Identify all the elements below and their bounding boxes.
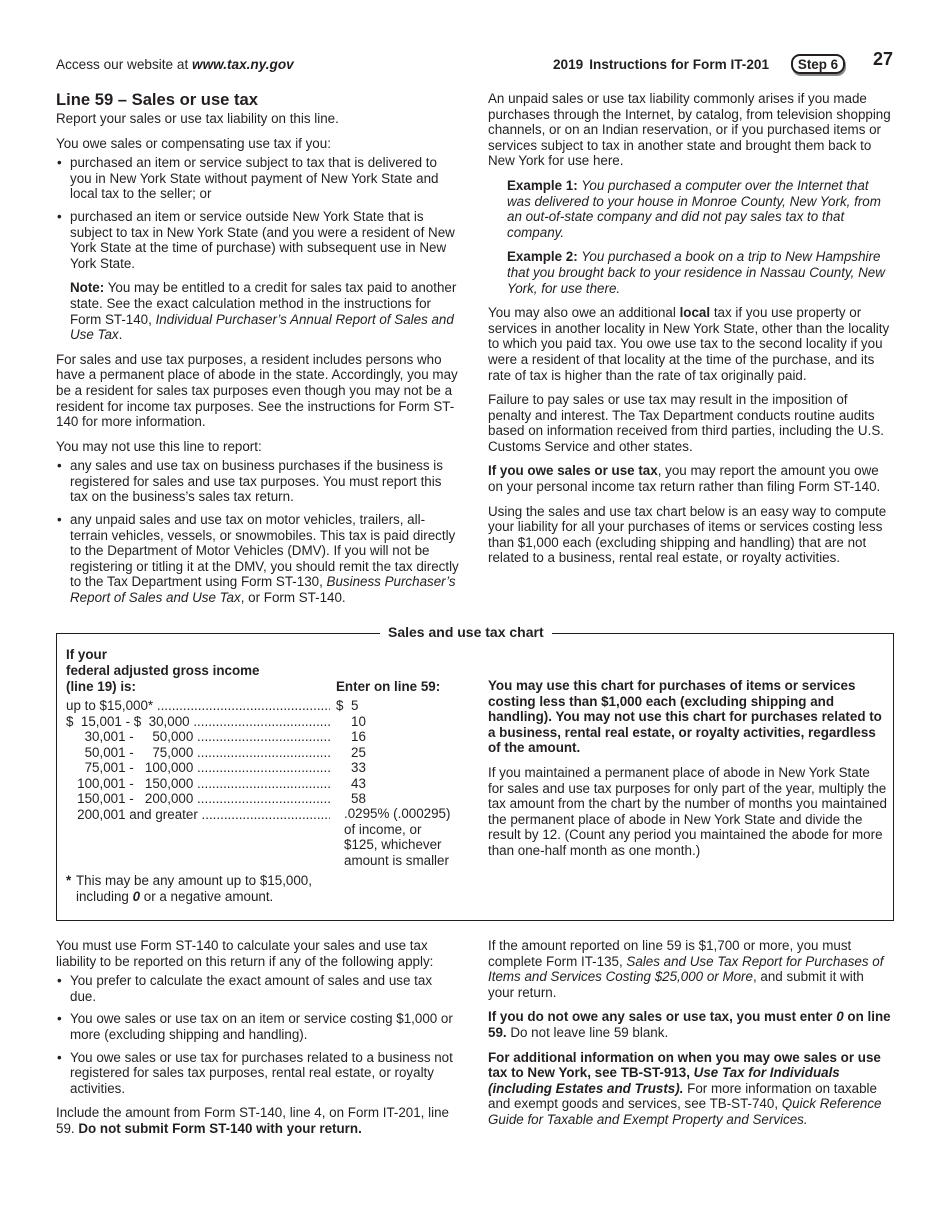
- list-item: • purchased an item or service subject to tax that is delivered to you in New York State without payment of New York State and local tax to the seller; or: [56, 155, 461, 202]
- example-1: Example 1: You purchased a computer over the Internet that was delivered to your house in Monroe County, New York, from an out-of-state company and did not pay sales tax to that company.: [507, 177, 881, 240]
- list-item: • You prefer to calculate the exact amount of sales and use tax due.: [56, 973, 461, 1004]
- step-badge: Step 6: [791, 54, 845, 74]
- chart-title: Sales and use tax chart: [380, 625, 552, 641]
- paragraph: You may not use this line to report:: [56, 438, 262, 454]
- list-item: • You owe sales or use tax for purchases related to a business not registered for sales tax purposes, rental real estate, or royalty activities.: [56, 1050, 461, 1097]
- right-column: [488, 91, 893, 575]
- paragraph: You must use Form ST-140 to calculate your sales and use tax liability to be reported on this return if any of the following apply:: [56, 938, 434, 969]
- table-row: 30,001 - 50,000 ..... 16: [66, 729, 466, 745]
- paragraph: Failure to pay sales or use tax may result in the imposition of penalty and interest. The Tax Department conducts routine audits based on information received from third parties, including the U.S. Customs Service and other states.: [488, 392, 884, 454]
- chart-note: If you maintained a permanent place of abode in New York State for sales and use tax purposes for only part of the year, multiply the tax amount from the chart by the number of months you maintained the permanent place of abode in New York State and divide the result by 12. (Count any period you maintained the abode for more than one-half month as one month.): [488, 764, 887, 858]
- bottom-left-column: [56, 938, 461, 1146]
- chart-amount-header: Enter on line 59:: [336, 679, 441, 694]
- chart-note-bold: You may use this chart for purchases of items or services costing less than $1,000 each (excluding shipping and handling). You may not use this chart for purchases related to a business, rental real estate, or royalty activities, regardless of the amount.: [488, 678, 882, 756]
- table-row: 100,001 - 150,000 ..... 43: [66, 776, 466, 792]
- chart-instructions: [488, 678, 888, 868]
- section-title: Line 59 – Sales or use tax: [56, 90, 258, 109]
- example-2: Example 2: You purchased a book on a trip to New Hampshire that you brought back to your residence in Nassau County, New York, for use there.: [507, 249, 885, 296]
- chart-income-header: If your federal adjusted gross income (line 19) is:: [66, 647, 260, 694]
- table-row: $ 15,001 - $ 30,000 ..... 10: [66, 714, 466, 730]
- left-column: [56, 90, 461, 615]
- list-item: • any sales and use tax on business purchases if the business is registered for sales and use tax purposes. You must report this tax on the business’s sales tax return.: [56, 458, 461, 505]
- note: Note: You may be entitled to a credit for sales tax paid to another state. See the exact calculation method in the instructions for Form ST-140, Individual Purchaser’s Annual Report of Sales and Use Tax.: [70, 280, 457, 343]
- paragraph: For sales and use tax purposes, a resident includes persons who have a permanent place of abode in the state. Accordingly, you may be a resident for sales tax purposes even though you may not be a resident for income tax purposes. See the instructions for Form ST-140 for more information.: [56, 351, 458, 430]
- paragraph: Using the sales and use tax chart below is an easy way to compute your liability for all your purchases of items or services costing less than $1,000 each (excluding shipping and handling) that are not related to a business, rental real estate, or royalty activities.: [488, 503, 887, 566]
- paragraph: You owe sales or compensating use tax if you:: [56, 135, 331, 151]
- list-item: • You owe sales or use tax on an item or service costing $1,000 or more (excluding shipping and handling).: [56, 1011, 461, 1042]
- table-row: 150,001 - 200,000 ..... 58: [66, 791, 466, 807]
- chart-rows: [66, 698, 466, 822]
- chart-footnote: * This may be any amount up to $15,000, including 0 or a negative amount.: [66, 873, 312, 904]
- table-row: up to $15,000* ..... $ 5: [66, 698, 466, 714]
- paragraph: If you owe sales or use tax, you may report the amount you owe on your personal income tax return rather than filing Form ST-140.: [488, 463, 881, 495]
- list-item: • purchased an item or service outside New York State that is subject to tax in New York State (and you were a resident of New York State at the time of purchase) with subsequent use in New York State.: [56, 209, 461, 271]
- paragraph: You may also owe an additional local tax if you use property or services in another locality in New York State, other than the locality to which you paid tax. You owe use tax to the second locality if you were a resident of that locality at the time of the purchase, and its rate of tax is higher than the rate of tax originally paid.: [488, 305, 890, 383]
- table-row: 75,001 - 100,000 ..... 33: [66, 760, 466, 776]
- table-row: 200,001 and greater .....: [66, 807, 466, 823]
- paragraph: Report your sales or use tax liability on this line.: [56, 111, 339, 126]
- website-line: Access our website at www.tax.ny.gov: [56, 57, 294, 72]
- bullet-list: [56, 973, 461, 1096]
- bullet-list: [56, 155, 461, 271]
- website-link[interactable]: www.tax.ny.gov: [192, 57, 294, 72]
- list-item: • any unpaid sales and use tax on motor vehicles, trailers, all-terrain vehicles, vessels, or snowmobiles. This tax is paid directly to the Department of Motor Vehicles (DMV). If you will not be registering or titling it at the DMV, you should remit the tax directly to the Tax Department using Form ST-130, Business Purchaser’s Report of Sales and Use Tax, or Form ST-140.: [56, 512, 461, 606]
- page-number: 27: [873, 49, 894, 69]
- table-row: 50,001 - 75,000 ..... 25: [66, 745, 466, 761]
- bottom-right-column: [488, 938, 893, 1137]
- paragraph: For additional information on when you may owe sales or use tax to New York, see TB-ST-913, Use Tax for Individuals (including Estates and Trusts). For more information on taxable and exempt goods and services, see TB-ST-740, Quick Reference Guide for Taxable and Exempt Property and Services.: [488, 1049, 882, 1127]
- form-title: 2019 Instructions for Form IT-201: [553, 57, 770, 72]
- bullet-list: [56, 458, 461, 605]
- paragraph: An unpaid sales or use tax liability commonly arises if you made purchases through the Internet, by catalog, from television shopping channels, or on an Indian reservation, or if you purchased items or services subject to tax in another state and brought them back to New York for use here.: [488, 91, 891, 169]
- paragraph: If you do not owe any sales or use tax, you must enter 0 on line 59. Do not leave line 59 blank.: [488, 1009, 891, 1040]
- paragraph: Include the amount from Form ST-140, line 4, on Form IT-201, line 59. Do not submit Form ST-140 with your return.: [56, 1105, 449, 1136]
- paragraph: If the amount reported on line 59 is $1,700 or more, you must complete Form IT-135, Sales and Use Tax Report for Purchases of Items and Services Costing $25,000 or More, and submit it with your return.: [488, 938, 884, 1000]
- top-bracket-amount: .0295% (.000295) of income, or $125, whichever amount is smaller: [344, 806, 451, 868]
